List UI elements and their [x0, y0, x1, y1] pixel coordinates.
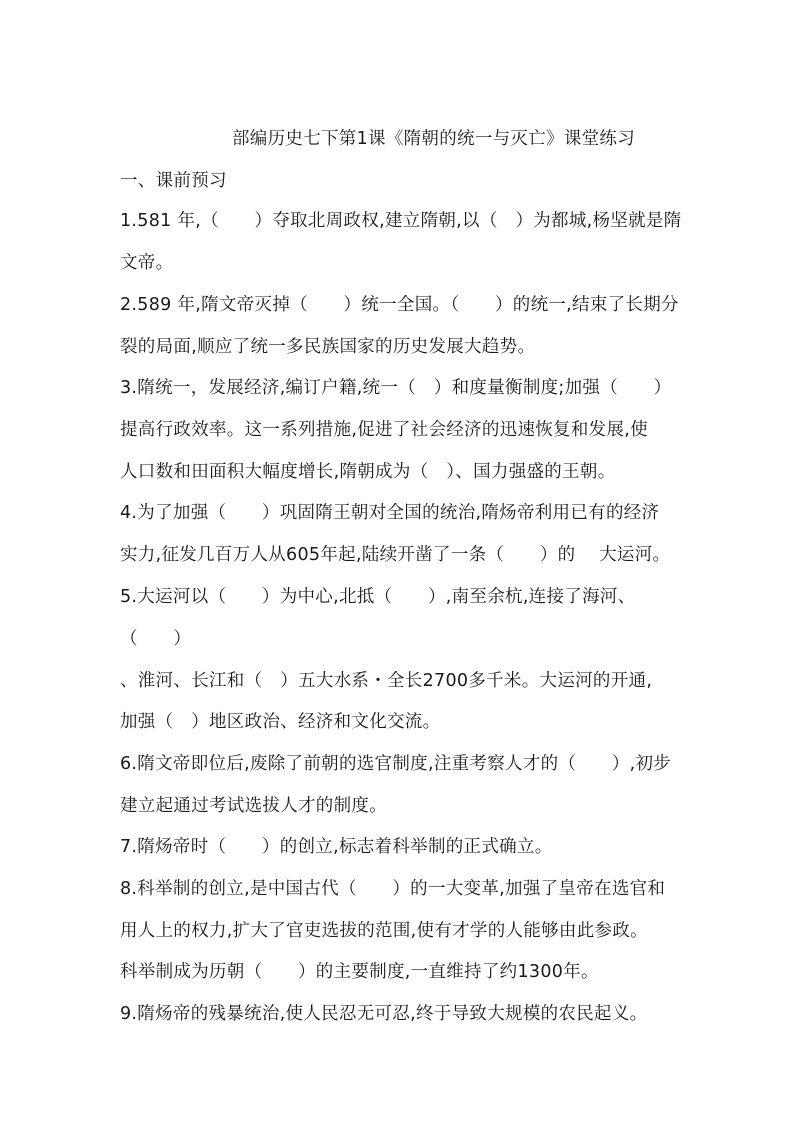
text-line: 8.科举制的创立,是中国古代（ ）的一大变革,加强了皇帝在选官和	[120, 879, 666, 899]
text-line: 5.大运河以（ ）为中心,北抵（ ）,南至余杭,连接了海河、	[120, 587, 636, 607]
section-heading: 一、课前预习	[120, 171, 227, 191]
text-line: 加强（ ）地区政治、经济和文化交流。	[120, 712, 441, 732]
text-line: 实力,征发几百万人从605年起,陆续开凿了一条（ ）的 大运河。	[120, 545, 671, 565]
text-line: （ ）	[120, 629, 192, 649]
text-line: 建立起通过考试选拔人才的制度。	[120, 796, 387, 816]
text-line: 用人上的权力,扩大了官吏选拔的范围,使有才学的人能够由此参政。	[120, 921, 648, 941]
text-line: 提高行政效率。这一系列措施,促进了社会经济的迅速恢复和发展,使	[120, 420, 648, 440]
text-line: 2.589 年,隋文帝灭掉（ ）统一全国。（ ）的统一,结束了长期分	[120, 295, 679, 315]
text-line: 9.隋炀帝的残暴统治,使人民忍无可忍,终于导致大规模的农民起义。	[120, 1004, 648, 1024]
text-line: 6.隋文帝即位后,废除了前朝的选官制度,注重考察人才的（ ）,初步	[120, 754, 672, 774]
text-line: 裂的局面,顺应了统一多民族国家的历史发展大趋势。	[120, 337, 536, 357]
document-title: 部编历史七下第1课《隋朝的统一与灭亡》课堂练习	[232, 129, 636, 149]
text-line: 7.隋炀帝时（ ）的创立,标志着科举制的正式确立。	[120, 837, 553, 857]
text-line: 、淮河、长江和（ ）五大水系・全长2700多千米。大运河的开通,	[120, 671, 653, 691]
text-line: 1.581 年,（ ）夺取北周政权,建立隋朝,以（ ）为都城,杨坚就是隋	[120, 211, 682, 231]
text-line: 科举制成为历朝（ ）的主要制度,一直维持了约1300年。	[120, 962, 599, 982]
text-line: 3.隋统一，发展经济,编订户籍,统一（ ）和度量衡制度;加强（ ）	[120, 378, 672, 398]
text-line: 人口数和田面积大幅度增长,隋朝成为（ ）、国力强盛的王朝。	[120, 462, 616, 482]
text-line: 4.为了加强（ ）巩固隋王朝对全国的统治,隋炀帝利用已有的经济	[120, 503, 660, 523]
text-line: 文帝。	[120, 253, 174, 273]
